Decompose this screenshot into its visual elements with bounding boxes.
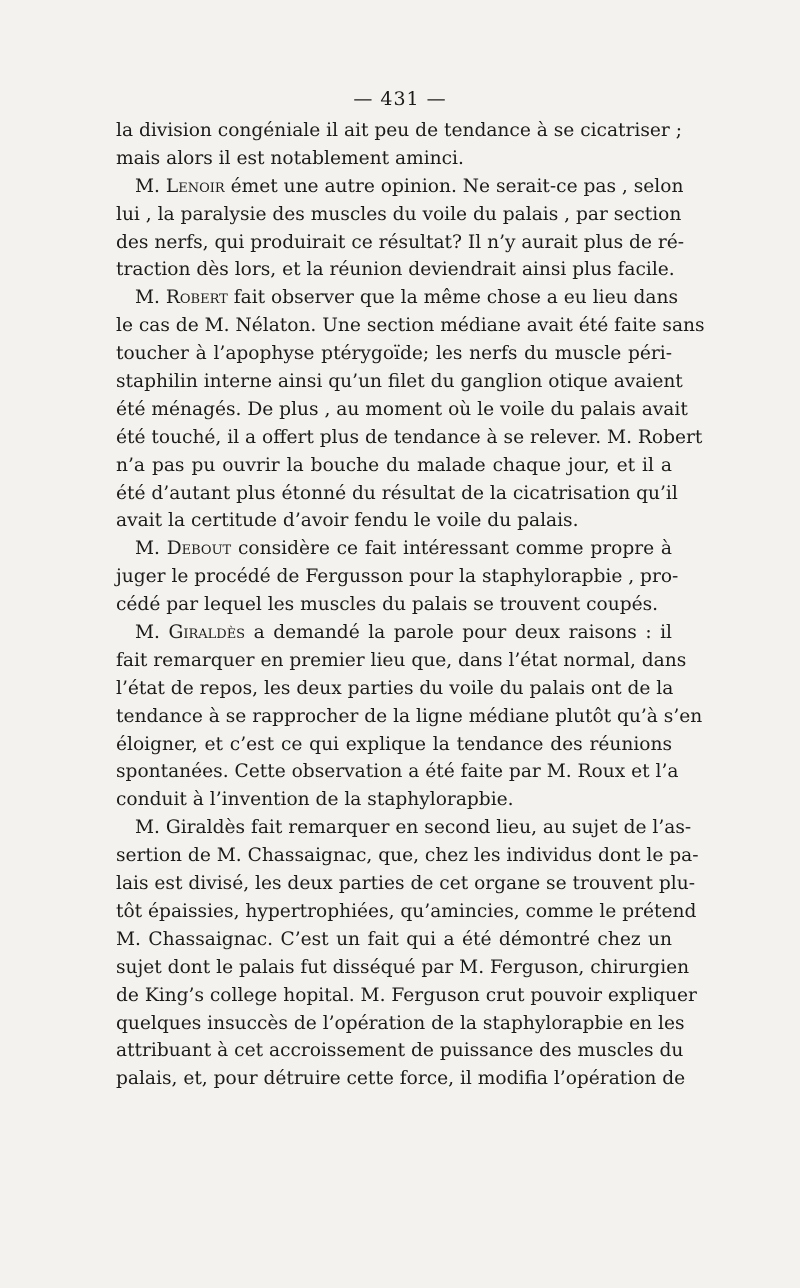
line-text: fait observer que la même chose a eu lieu dans (227, 287, 678, 309)
text-line: spontanées. Cette observation a été faite par M. Roux et l’a (116, 761, 679, 783)
text-line: fait remarquer en premier lieu que, dans l’état normal, dans (116, 649, 687, 671)
text-line: toucher à l’apophyse ptérygoïde; les nerfs du muscle péri- (116, 343, 672, 365)
text-line: lui , la paralysie des muscles du voile du palais , par section (116, 203, 682, 225)
text-line: été ménagés. De plus , au moment où le voile du palais avait (116, 398, 688, 420)
text-line: de King’s college hopital. M. Ferguson crut pouvoir expliquer (116, 984, 697, 1006)
text-line: tôt épaissies, hypertrophiées, qu’amincies, comme le prétend (116, 900, 697, 922)
text-line: avait la certitude d’avoir fendu le voile du palais. (116, 510, 579, 532)
page-number: — 431 — (353, 88, 447, 110)
text-line: palais, et, pour détruire cette force, il modifia l’opération de (116, 1068, 686, 1090)
text-line: cédé par lequel les muscles du palais se trouvent coupés. (116, 594, 659, 616)
text-line: l’état de repos, les deux parties du voile du palais ont de la (116, 677, 674, 699)
paragraph (116, 535, 679, 619)
text-line: mais alors il est notablement aminci. (116, 147, 464, 169)
line-text: a demandé la parole pour deux raisons : il (245, 622, 672, 644)
line-text: considère ce fait intéressant comme propre à (231, 538, 672, 560)
text-line: staphilin interne ainsi qu’un filet du ganglion otique avaient (116, 371, 683, 393)
text-line: conduit à l’invention de la staphylorapbie. (116, 789, 514, 811)
speaker-name: Robert (165, 287, 228, 309)
text-line: M. Chassaignac. C’est un fait qui a été démontré chez un (116, 928, 672, 950)
paragraph (116, 814, 699, 1093)
text-line: lais est divisé, les deux parties de cet organe se trouvent plu- (116, 873, 695, 895)
speaker-name: Lenoir (165, 175, 225, 197)
speaker-prefix: M. (135, 622, 169, 644)
text-line: éloigner, et c’est ce qui explique la tendance des réunions (116, 733, 672, 755)
paragraph (116, 173, 685, 285)
line-text: émet une autre opinion. Ne serait-ce pas , selon (224, 175, 684, 197)
text-line (116, 173, 684, 201)
body-text (116, 117, 705, 1093)
text-line: la division congéniale il ait peu de tendance à se cicatriser ; (116, 120, 682, 141)
text-line: attribuant à cet accroissement de puissance des muscles du (116, 1040, 684, 1062)
speaker-name: Giraldès (168, 622, 246, 644)
paragraph (116, 619, 703, 814)
text-line (116, 619, 672, 647)
text-line: sujet dont le palais fut disséqué par M. Ferguson, chirurgien (116, 956, 690, 978)
paragraph (116, 284, 705, 535)
text-line: quelques insuccès de l’opération de la staphylorapbie en les (116, 1012, 685, 1034)
paragraph (116, 117, 682, 173)
text-line: n’a pas pu ouvrir la bouche du malade chaque jour, et il a (116, 454, 672, 476)
text-line: juger le procédé de Fergusson pour la staphylorapbie , pro- (116, 566, 679, 588)
speaker-prefix: M. (135, 175, 166, 197)
text-line: traction dès lors, et la réunion deviendrait ainsi plus facile. (116, 259, 675, 281)
text-line: M. Giraldès fait remarquer en second lieu, au sujet de l’as- (135, 817, 692, 839)
text-line: tendance à se rapprocher de la ligne médiane plutôt qu’à s’en (116, 705, 703, 727)
text-line: des nerfs, qui produirait ce résultat? Il n’y aurait plus de ré- (116, 231, 685, 253)
speaker-prefix: M. (135, 287, 166, 309)
text-line: le cas de M. Nélaton. Une section médiane avait été faite sans (116, 315, 705, 337)
speaker-prefix: M. (135, 538, 167, 560)
speaker-name: Debout (166, 538, 232, 560)
text-line: été d’autant plus étonné du résultat de la cicatrisation qu’il (116, 482, 678, 504)
text-line: sertion de M. Chassaignac, que, chez les individus dont le pa- (116, 845, 699, 867)
text-line: été touché, il a offert plus de tendance à se relever. M. Robert (116, 426, 703, 448)
text-line (116, 284, 678, 312)
text-line (116, 535, 672, 563)
